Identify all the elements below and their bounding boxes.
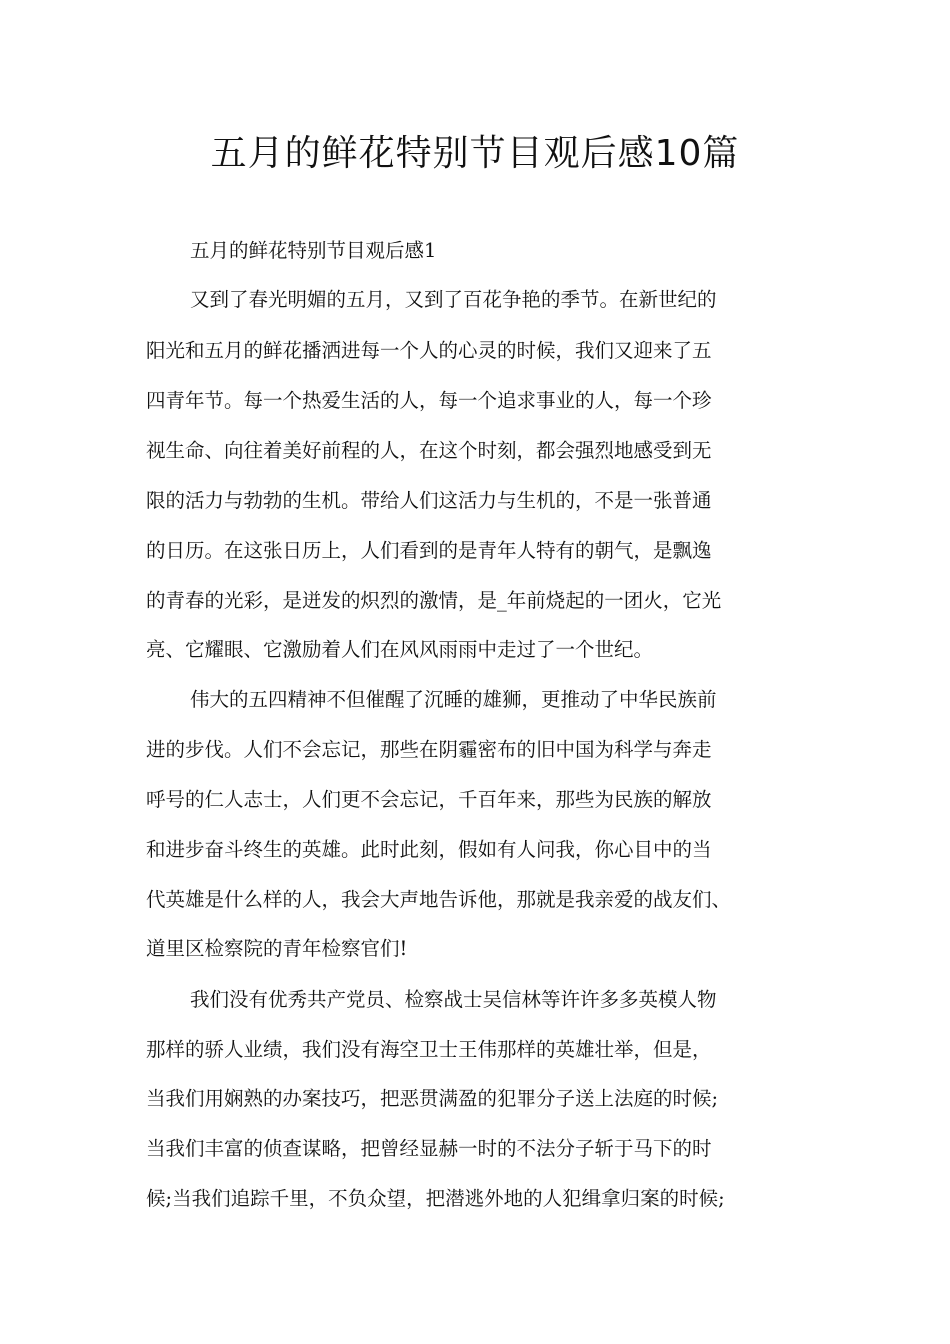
text-line: 道里区检察院的青年检察官们! xyxy=(146,937,408,960)
text-line: 代英雄是什么样的人，我会大声地告诉他，那就是我亲爱的战友们、 xyxy=(146,888,732,911)
document-title: 五月的鲜花特别节目观后感10篇 xyxy=(210,133,740,174)
text-line: 又到了春光明媚的五月，又到了百花争艳的季节。在新世纪的 xyxy=(190,288,717,311)
text-line: 伟大的五四精神不但催醒了沉睡的雄狮，更推动了中华民族前 xyxy=(190,688,717,711)
text-line: 限的活力与勃勃的生机。带给人们这活力与生机的，不是一张普通 xyxy=(146,489,712,512)
text-line: 的青春的光彩，是迸发的炽烈的激情，是_年前烧起的一团火，它光 xyxy=(146,589,722,612)
text-line: 和进步奋斗终生的英雄。此时此刻，假如有人问我，你心目中的当 xyxy=(146,838,712,861)
text-line: 当我们用娴熟的办案技巧，把恶贯满盈的犯罪分子送上法庭的时候; xyxy=(146,1087,719,1110)
text-line: 阳光和五月的鲜花播洒进每一个人的心灵的时候，我们又迎来了五 xyxy=(146,339,712,362)
text-line: 进的步伐。人们不会忘记，那些在阴霾密布的旧中国为科学与奔走 xyxy=(146,738,712,761)
text-line: 视生命、向往着美好前程的人，在这个时刻，都会强烈地感受到无 xyxy=(146,439,712,462)
section-subtitle: 五月的鲜花特别节目观后感1 xyxy=(190,239,437,262)
text-line: 当我们丰富的侦查谋略，把曾经显赫一时的不法分子斩于马下的时 xyxy=(146,1137,712,1160)
text-line: 的日历。在这张日历上，人们看到的是青年人特有的朝气，是飘逸 xyxy=(146,539,712,562)
text-line: 我们没有优秀共产党员、检察战士吴信林等许许多多英模人物 xyxy=(190,988,717,1011)
text-line: 四青年节。每一个热爱生活的人，每一个追求事业的人，每一个珍 xyxy=(146,389,712,412)
text-line: 呼号的仁人志士，人们更不会忘记，千百年来，那些为民族的解放 xyxy=(146,788,712,811)
text-line: 候;当我们追踪千里，不负众望，把潜逃外地的人犯缉拿归案的时候; xyxy=(146,1187,725,1210)
text-line: 那样的骄人业绩，我们没有海空卫士王伟那样的英雄壮举，但是， xyxy=(146,1038,712,1061)
text-line: 亮、它耀眼、它激励着人们在风风雨雨中走过了一个世纪。 xyxy=(146,638,654,661)
